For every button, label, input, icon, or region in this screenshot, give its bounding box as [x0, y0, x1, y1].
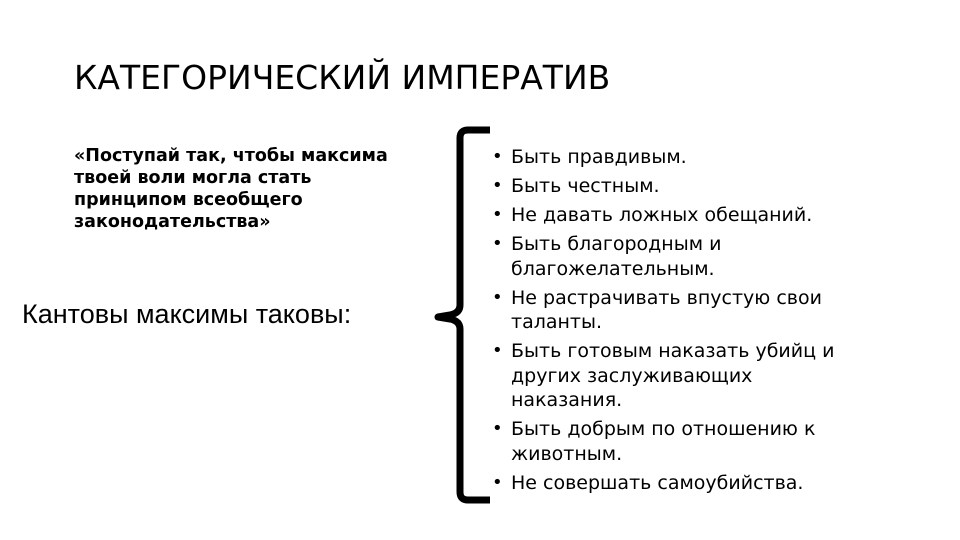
list-item	[492, 232, 912, 281]
slide-title: КАТЕГОРИЧЕСКИЙ ИМПЕРАТИВ	[74, 58, 611, 97]
maxims-list	[492, 145, 912, 500]
maxim-text: наказания.	[511, 389, 623, 411]
maxim-text: Быть правдивым.	[511, 146, 687, 168]
bullet-icon: •	[492, 286, 503, 308]
list-item	[492, 145, 912, 170]
bullet-icon: •	[492, 233, 503, 254]
list-item	[492, 471, 912, 496]
quote-line: принципом всеобщего	[74, 190, 303, 210]
maxim-text: таланты.	[511, 311, 603, 333]
maxim-text: благожелательным.	[511, 257, 715, 280]
maxim-text: Быть благородным и	[511, 233, 722, 255]
bracket-shape	[438, 130, 490, 500]
list-item	[492, 203, 912, 228]
quote-line: твоей воли могла стать	[74, 168, 312, 188]
maxim-text: Быть готовым наказать убийц и	[511, 340, 835, 362]
list-item	[492, 174, 912, 199]
quote-line: «Поступай так, чтобы максима	[74, 146, 388, 166]
maxim-text: Не совершать самоубийства.	[511, 471, 804, 494]
bullet-icon: •	[492, 471, 503, 493]
maxim-text: Быть добрым по отношению к	[511, 418, 816, 440]
maxim-text: Не давать ложных обещаний.	[511, 204, 813, 226]
list-item	[492, 417, 912, 466]
bullet-icon: •	[492, 204, 503, 225]
maxim-text: Не растрачивать впустую свои	[511, 286, 822, 309]
curly-bracket	[420, 120, 500, 510]
list-item	[492, 286, 912, 335]
maxim-text: других заслуживающих	[511, 364, 753, 387]
bullet-icon: •	[492, 340, 503, 361]
maxim-text: животным.	[511, 442, 623, 465]
list-item	[492, 339, 912, 413]
imperative-quote	[74, 145, 444, 233]
maxim-text: Быть честным.	[511, 175, 660, 197]
maxims-label: Кантовы максимы таковы:	[22, 299, 352, 329]
bullet-icon: •	[492, 418, 503, 439]
bullet-icon: •	[492, 146, 503, 167]
quote-line: законодательства»	[74, 212, 271, 232]
bullet-icon: •	[492, 175, 503, 196]
